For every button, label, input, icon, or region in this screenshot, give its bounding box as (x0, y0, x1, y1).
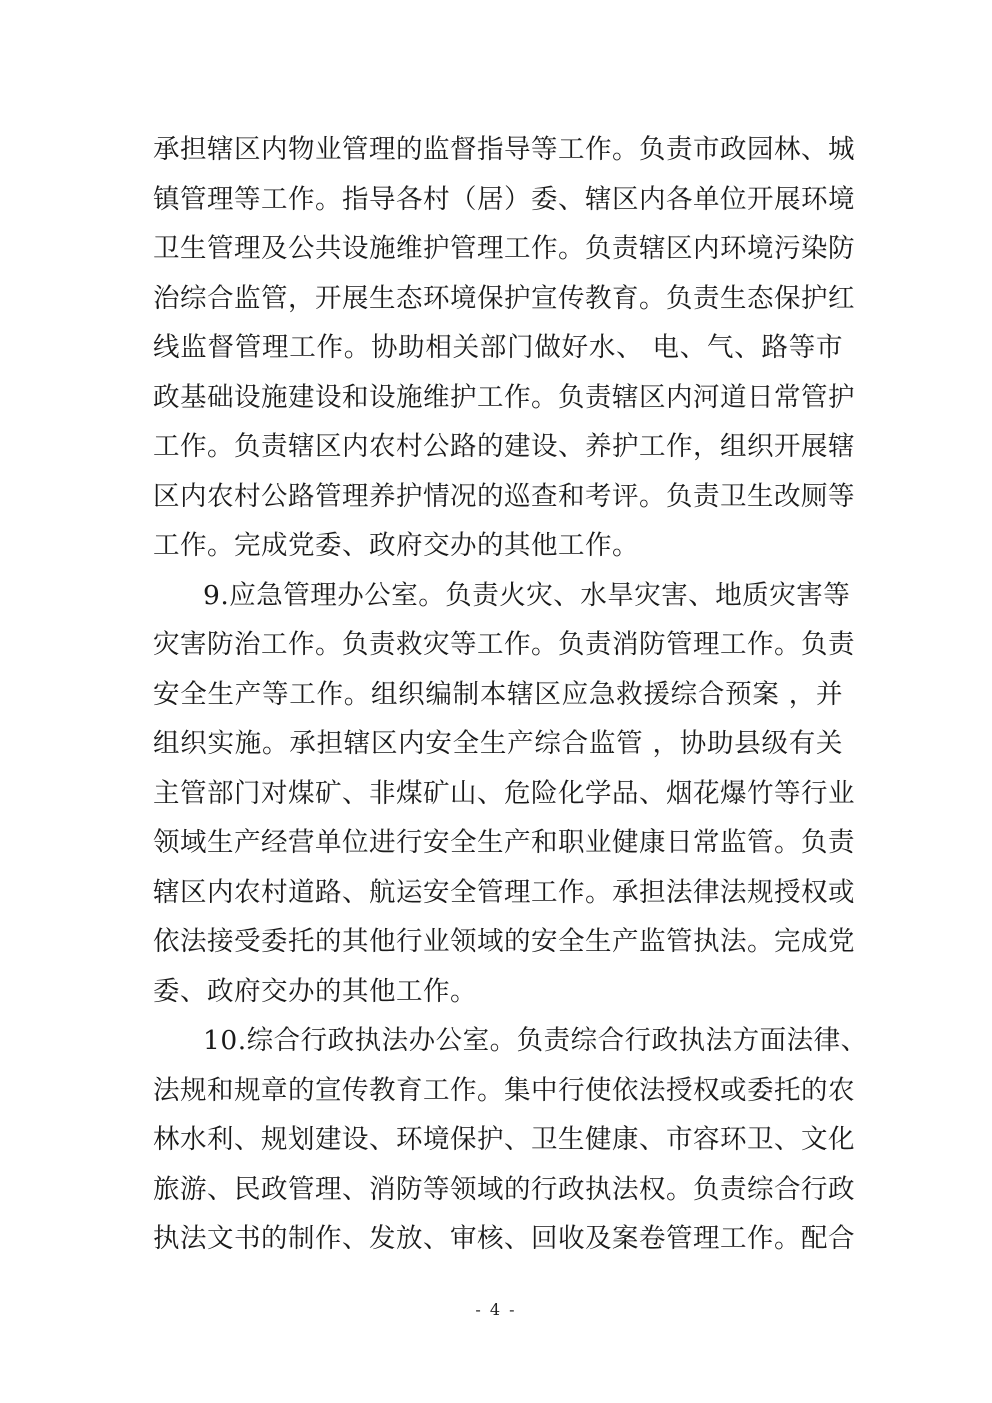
text-line: 法规和规章的宣传教育工作。集中行使依法授权或委托的农 (153, 1074, 855, 1106)
text-line: 承担辖区内物业管理的监督指导等工作。负责市政园林、城 (153, 134, 855, 165)
text-line: 辖区内农村道路、航运安全管理工作。承担法律法规授权或 (153, 876, 855, 908)
text-line: 治综合监管，开展生态环境保护宣传教育。负责生态保护红 (153, 282, 855, 314)
text-line: 主管部门对煤矿、非煤矿山、危险化学品、烟花爆竹等行业 (153, 777, 855, 809)
text-line: 工作。负责辖区内农村公路的建设、养护工作，组织开展辖 (153, 431, 855, 462)
text-line: 政基础设施建设和设施维护工作。负责辖区内河道日常管护 (153, 381, 855, 413)
text-line: 执法文书的制作、发放、审核、回收及案卷管理工作。配合 (153, 1223, 855, 1254)
text-line: 安全生产等工作。组织编制本辖区应急救援综合预案 ，并 (153, 678, 843, 710)
section-heading-line: 10.综合行政执法办公室。负责综合行政执法方面法律、 (203, 1025, 868, 1056)
text-line: 卫生管理及公共设施维护管理工作。负责辖区内环境污染防 (153, 233, 855, 264)
text-line: 线监督管理工作。协助相关部门做好水、 电、气、路等市 (153, 332, 843, 363)
text-line: 旅游、民政管理、消防等领域的行政执法权。负责综合行政 (153, 1173, 855, 1205)
body-text (153, 125, 868, 1264)
text-line: 工作。完成党委、政府交办的其他工作。 (153, 530, 639, 561)
text-line: 林水利、规划建设、环境保护、卫生健康、市容环卫、文化 (153, 1124, 855, 1155)
text-line: 镇管理等工作。指导各村（居）委、辖区内各单位开展环境 (153, 183, 855, 215)
text-line: 组织实施。承担辖区内安全生产综合监管 ，协助县级有关 (153, 728, 843, 759)
text-line: 委、政府交办的其他工作。 (153, 975, 477, 1007)
text-line: 领域生产经营单位进行安全生产和职业健康日常监管。负责 (153, 827, 855, 858)
text-line: 区内农村公路管理养护情况的巡查和考评。负责卫生改厕等 (153, 480, 855, 512)
text-line: 依法接受委托的其他行业领域的安全生产监管执法。完成党 (153, 926, 855, 957)
section-heading-line: 9.应急管理办公室。负责火灾、水旱灾害、地质灾害等 (203, 579, 851, 611)
page-number: - 4 - (475, 1300, 517, 1319)
text-line: 灾害防治工作。负责救灾等工作。负责消防管理工作。负责 (153, 629, 855, 660)
